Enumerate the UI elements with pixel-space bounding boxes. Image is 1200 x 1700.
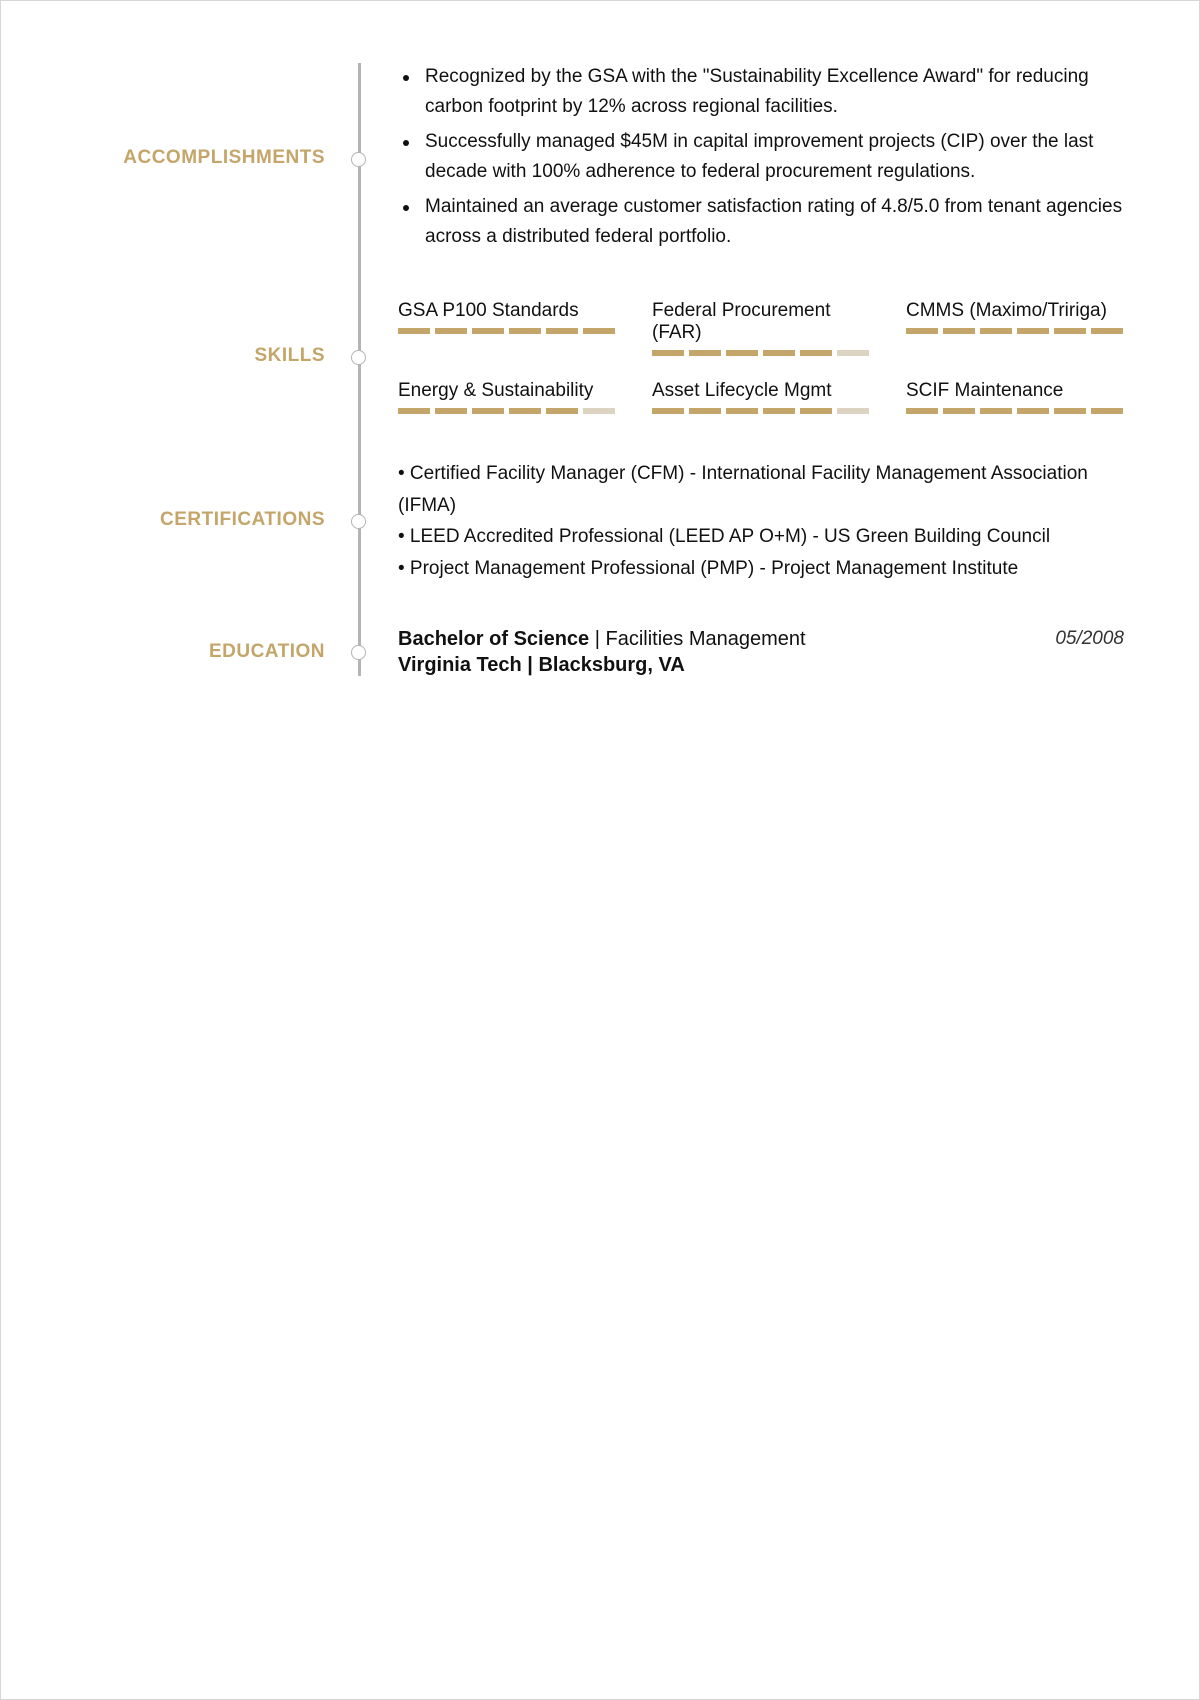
skill-bar-filled	[800, 408, 832, 414]
skill-bar-empty	[583, 408, 615, 414]
skill-bar-filled	[689, 408, 721, 414]
timeline-node	[351, 514, 366, 529]
certification-item: • Certified Facility Manager (CFM) - International Facility Management Association (IFMA)	[398, 463, 1088, 516]
skill-level-meter	[398, 408, 616, 414]
skill-bar-filled	[398, 408, 430, 414]
skill-bar-filled	[435, 328, 467, 334]
accomplishments-list	[398, 62, 1124, 252]
accomplishments-heading: ACCOMPLISHMENTS	[123, 147, 325, 168]
skill-name: CMMS (Maximo/Tririga)	[906, 300, 1107, 321]
skill-item	[398, 380, 616, 460]
skill-bar-filled	[943, 408, 975, 414]
skill-bar-filled	[398, 328, 430, 334]
skill-bar-filled	[726, 350, 758, 356]
skill-bar-filled	[472, 408, 504, 414]
skill-bar-filled	[763, 408, 795, 414]
skill-bar-filled	[1017, 408, 1049, 414]
education-content	[398, 626, 1124, 678]
skill-bar-filled	[800, 350, 832, 356]
accomplishments-content	[398, 62, 1124, 257]
education-separator: |	[589, 628, 606, 650]
skill-bar-filled	[546, 328, 578, 334]
skill-item	[906, 380, 1124, 460]
skill-bar-filled	[943, 328, 975, 334]
skill-item	[906, 300, 1124, 380]
certifications-heading: CERTIFICATIONS	[160, 509, 325, 530]
skill-level-meter	[398, 328, 616, 334]
timeline-node	[351, 350, 366, 365]
education-heading: EDUCATION	[208, 641, 325, 662]
timeline-node	[351, 152, 366, 167]
certification-item: • Project Management Professional (PMP) - Project Management Institute	[398, 557, 1019, 579]
skill-bar-filled	[652, 408, 684, 414]
skill-bar-filled	[435, 408, 467, 414]
skill-bar-filled	[980, 328, 1012, 334]
skill-bar-filled	[1017, 328, 1049, 334]
skill-name: Asset Lifecycle Mgmt	[652, 380, 832, 401]
skill-bar-filled	[726, 408, 758, 414]
skill-name: Federal Procurement (FAR)	[652, 300, 831, 343]
skill-name: GSA P100 Standards	[398, 300, 579, 321]
skill-name: Energy & Sustainability	[398, 380, 594, 401]
skill-level-meter	[906, 328, 1124, 334]
skill-bar-filled	[509, 408, 541, 414]
skill-bar-empty	[837, 408, 869, 414]
skill-level-meter	[652, 350, 870, 356]
skills-content	[398, 300, 1124, 460]
skill-bar-filled	[906, 408, 938, 414]
education-degree-row	[398, 626, 1124, 652]
certification-item: • LEED Accredited Professional (LEED AP O+M) - US Green Building Council	[398, 526, 1051, 547]
skill-bar-filled	[652, 350, 684, 356]
skill-item	[652, 300, 870, 380]
skill-bar-filled	[1091, 408, 1123, 414]
education-degree: Bachelor of Science	[398, 628, 590, 650]
skill-bar-filled	[509, 328, 541, 334]
accomplishment-item: Recognized by the GSA with the "Sustainability Excellence Award" for reducing carbon footprint by 12% across regional facilities.	[398, 62, 1124, 122]
skill-bar-filled	[906, 328, 938, 334]
skill-bar-filled	[1091, 328, 1123, 334]
skill-name: SCIF Maintenance	[906, 380, 1064, 401]
accomplishment-item: Maintained an average customer satisfaction rating of 4.8/5.0 from tenant agencies across a distributed federal portfolio.	[398, 192, 1124, 252]
skill-bar-filled	[763, 350, 795, 356]
skill-level-meter	[652, 408, 870, 414]
education-date: 05/2008	[1055, 628, 1124, 649]
skill-bar-filled	[980, 408, 1012, 414]
education-field: Facilities Management	[605, 628, 806, 650]
skills-heading: SKILLS	[254, 345, 325, 366]
skill-bar-filled	[546, 408, 578, 414]
education-school: Virginia Tech | Blacksburg, VA	[398, 654, 685, 676]
skill-item	[652, 380, 870, 460]
skill-item	[398, 300, 616, 380]
skill-bar-empty	[837, 350, 869, 356]
skill-level-meter	[906, 408, 1124, 414]
timeline-node	[351, 645, 366, 660]
skill-bar-filled	[583, 328, 615, 334]
skill-bar-filled	[472, 328, 504, 334]
skill-bar-filled	[689, 350, 721, 356]
skills-grid	[398, 300, 1124, 460]
accomplishment-item: Successfully managed $45M in capital improvement projects (CIP) over the last decade with 100% adherence to federal procurement regulations.	[398, 127, 1124, 187]
certifications-content	[398, 458, 1124, 584]
skill-bar-filled	[1054, 408, 1086, 414]
skill-bar-filled	[1054, 328, 1086, 334]
